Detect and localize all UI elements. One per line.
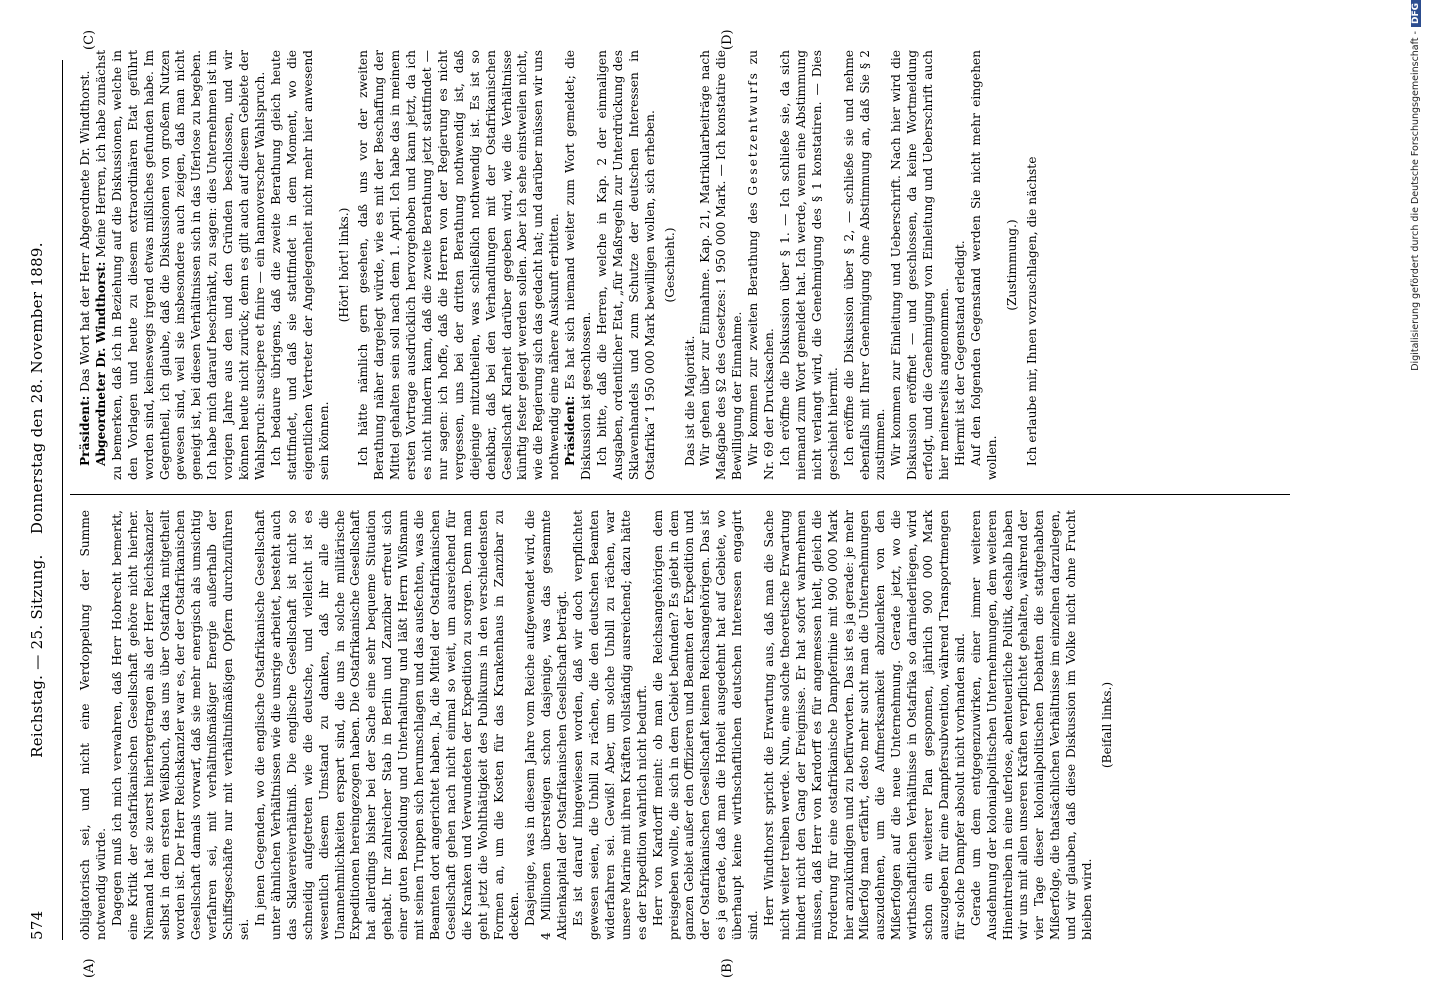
left-paragraph: In jenen Gegenden, wo die englische Ostafrikanische Gesellschaft unter ähnlichen Verhältnissen wie die unsrige arbeitet, besteht auch das Sklavereiverhältniß. Die englische Gesellschaft ist nicht so schneidig aufgetreten wie die deutsche, und vielleicht ist es wesentlich diesem Umstand zu danken, daß ihr alle die Unannehmlichkeiten erspart sind, die uns in solche militärische Expeditionen hereingezogen haben. Die Ostafrikanische Gesellschaft hat allerdings bisher bei der Sache eine sehr bequeme Situation gehabt. Ihr zahlreicher Stab in Berlin und Zanzibar erfreut sich einer guten Besoldung und Unterhaltung und läßt Herrn Wißmann mit seinen Truppen sich herumschlagen und das ausfechten, was die Beamten dort angerichtet haben. Ja, die Mittel der Ostafrikanischen Gesellschaft gehen nach nicht einmal so weit, um ausreichend für die Kranken und Verwundeten der Expedition zu sorgen. Denn man geht jetzt die Wohlthätigkeit des Publikums in den verschiedensten Formen an, um die Kosten für das Krankenhaus in Zanzibar zu decken. <box>252 510 522 940</box>
margin-marker-c: (C) <box>82 29 97 50</box>
header-title: Reichstag. — 25. Sitzung. <box>28 554 46 758</box>
right-paragraph: Auf den folgenden Gegenstand werden Sie nicht mehr eingehen wollen. <box>968 50 999 480</box>
margin-marker-d: (D) <box>720 29 735 50</box>
right-paragraph: zu Nr. 69 der Drucksachen. <box>746 49 777 480</box>
column-divider <box>70 494 1290 495</box>
right-column <box>78 50 1040 480</box>
left-paragraph: Gerade um dem entgegenzuwirken, einer immer weiteren Ausdehnung der kolonialpolitischen Unternehmungen, dem weiteren Hineintreiben in eine uferlose, abenteuerliche Politik, deshalb haben wir uns mit allen unseren Kräften verpflichtet gehalten, während der vier Tage dieser kolonialpolitischen Debatten die stattgehabten Mißerfolge, die thatsächlichen Verhältnisse im einzelnen darzulegen, und wir glauben, daß diese Diskussion im Volke nicht ohne Frucht bleiben wird. <box>968 510 1095 940</box>
right-paragraph: Hiermit ist der Gegenstand erledigt. <box>952 240 967 466</box>
margin-marker-b: (B) <box>720 958 735 978</box>
page-number: 574 <box>28 910 46 940</box>
right-paragraph: Ich bitte, daß die Herren, welche in Kap. 2 der einmaligen Ausgaben, ordentlicher Etat, „für Maßregeln zur Unterdrückung des Sklavenhandels und zum Schutze der deutschen Interessen in Ostafrika“ 1 950 000 Mark bewilligen wollen, sich erheben. <box>595 50 657 480</box>
right-paragraph: Wir kommen zur Einleitung und Ueberschrift. Nach hier wird die Diskussion eröffnet — und geschlossen, da keine Wortmeldung erfolgt, und die Genehmigung von Einleitung und Ueberschrift auch hier meinerseits angenommen. <box>889 50 952 480</box>
right-paragraph: Ich erlaube mir, Ihnen vorzuschlagen, die nächste <box>1024 156 1039 466</box>
left-paragraph: Es ist darauf hingewiesen worden, daß wir doch verpflichtet gewesen seien, die Unbill zu rächen, die den deutschen Beamten widerfahren sei. Gewiß! Aber, um solche Unbill zu rächen, war unsere Marine mit ihren Kräften vollständig ausreichend; dazu hätte es der Expedition wahrlich nicht bedurft. <box>571 510 649 940</box>
right-paragraph: Das ist die Majorität. <box>682 335 697 466</box>
digitization-credit <box>1410 0 1421 1000</box>
page-header <box>28 60 54 940</box>
left-paragraph: Herr von Kardorff meint: ob man die Reichsangehörigen dem preisgeben wollte, die sich in dem Gebiet befunden? Es giebt in dem ganzen Gebiet außer den Offizieren und Beamten der Expedition und der Ostafrikanischen Gesellschaft keinen Reichsangehörigen. Das ist es ja gerade, daß man die Hoheit ausgedehnt hat auf Gebiete, wo überhaupt keine wirthschaftlichen deutschen Interessen engagirt sind. <box>650 510 761 940</box>
margin-marker-a: (A) <box>82 958 97 978</box>
page-title <box>28 60 46 940</box>
right-paragraph: Ich eröffne die Diskussion über § 2, — schließe sie und nehme ebenfalls mit Ihrer Genehmigung ohne Abstimmung an, daß Sie § 2 zustimmen. <box>841 50 888 480</box>
right-paragraph: Wir kommen zur zweiten Berathung des <box>746 202 761 466</box>
speaker-label: Abgeordneter Dr. Windthorst: <box>93 261 108 466</box>
reaction-note: (Zustimmung.) <box>1004 219 1019 311</box>
left-paragraph: Dasjenige, was in diesem Jahre vom Reiche aufgewendet wird, die 4 Millionen übersteigen schon dasjenige, was das gesammte Aktienkapital der Ostafrikanischen Gesellschaft beträgt. <box>523 510 570 940</box>
left-paragraph: obligatorisch sei, und nicht eine Verdoppelung der Summe notwendig würde. <box>78 510 108 940</box>
right-paragraph: Meine Herren, ich habe zunächst zu bemerken, daß ich in Beziehung auf die Diskussionen, welche in den Vorlagen und heute zu diesem extraordinären Etat geführt worden sind, keineswegs irgend etwas mißliches gefunden habe. Im Gegentheil, ich glaube, daß die Diskussionen von großem Nutzen gewesen sind, weil sie insbesondere auch zeigen, daß man nicht geneigt ist, bei diesen Verhältnissen sich in das Uferlose zu begeben. Ich habe mich darauf beschränkt, zu sagen: dies Unternehmen ist im vorigen Jahre aus den und den Gründen beschlossen, und wir können heute nicht zurück; denn es gilt auch auf diesem Gebiete der Wahlspruch: suscipere et finire — ein hannoverscher Wahlspruch. <box>93 50 267 480</box>
speaker-label: Präsident: <box>563 395 578 466</box>
emphasis-term: Gesetzentwurfs <box>746 71 761 196</box>
right-paragraph: Das Wort hat der Herr Abgeordnete Dr. Windthorst. <box>78 70 92 392</box>
right-paragraph: Wir gehen über zur Einnahme. Kap. 21, Matrikularbeiträge nach Maßgabe des §2 des Gesetzes: 1 950 000 Mark. — Ich konstatire die Bewilligung der Einnahme. <box>698 50 745 480</box>
applause-note: (Beifall links.) <box>1100 681 1114 769</box>
right-paragraph: Ich bedaure übrigens, daß die zweite Berathung gleich heute stattfindet, und daß sie stattfindet in dem Moment, wo die eigentlichen Vertreter der Angelegenheit nicht mehr hier anwesend sein können. <box>268 50 331 480</box>
reaction-note: (Geschieht.) <box>662 227 677 303</box>
right-paragraph: Es hat sich niemand weiter zum Wort gemeldet; die Diskussion ist geschlossen. <box>563 49 594 480</box>
credit-text: Digitalisierung gefördert durch die Deutsche Forschungsgemeinschaft - <box>1410 31 1421 371</box>
reaction-note: (Hört! hört! links.) <box>336 207 351 323</box>
header-date: Donnerstag den 28. November 1889. <box>28 242 46 535</box>
right-paragraph: Ich hätte nämlich gern gesehen, daß uns vor der zweiten Berathung näher dargelegt würde, wie es mit der Beschaffung der Mittel gehalten sein soll nach dem 1. April. Ich habe das in meinem ersten Vortrage ausdrücklich hervorgehoben und kann jetzt, da ich es nicht hindern kann, daß die zweite Berathung jetzt stattfindet — nur sagen: ich hoffe, daß die Herren von der Regierung es nicht vergessen, uns bei der dritten Berathung nothwendig ist, daß diejenige mitzutheilen, was schließlich nothwendig ist. Es ist so denkbar, daß bei den Verhandlungen mit der Ostafrikanischen Gesellschaft Klarheit darüber gegeben wird, wie die Verhältnisse künftig fester gelegt werden sollen. Aber ich sehe einstweilen nicht, wie die Regierung sich das gedacht hat; und darüber müssen wir uns nothwendig eine nähere Auskunft erbitten. <box>356 50 562 480</box>
speaker-label: Präsident: <box>78 395 92 466</box>
left-paragraph: Dagegen muß ich mich verwahren, daß Herr Hobrecht bemerkt, eine Kritik der ostafrikanischen Gesellschaft gehöre nicht hierher. Niemand hat sie zuerst hierhergetragen als der Herr Reichskanzler selbst in dem ersten Weißbuch, das uns über Ostafrika mitgetheilt worden ist. Der Herr Reichskanzler war es, der der Ostafrikanischen Gesellschaft damals vorwarf, daß sie mehr energisch als umsichtig verfahren sei, mit verhältnißmäßiger Energie außerhalb der Schiffsgeschäfte nur mit verhältnißmäßigen Opfern durchzuführen sei. <box>109 510 252 940</box>
left-paragraph: Herr Windthorst spricht die Erwartung aus, daß man die Sache nicht weiter treiben werde. Nun, eine solche theoretische Erwartung hindert nicht den Gang der Ereignisse. Er hat sofort wahrnehmen müssen, daß Herr von Kardorff es für angemessen hielt, gleich die Forderung für eine ostafrikanische Dampferlinie mit 900 000 Mark hier anzukündigen und zu befürworten. Das ist es ja gerade: je mehr Mißerfolg man erfährt, desto mehr sucht man die Unternehmungen auszudehnen, um die Aufmerksamkeit abzulenken von den Mißerfolgen auf die neue Unternehmung. Gerade jetzt, wo die wirthschaftlichen Verhältnisse in Ostafrika so darniederliegen, wird schon ein weiterer Plan gesponnen, jährlich 900 000 Mark auszugeben für eine Dampfersubvention, während Transportmengen für solche Dampfer absolut nicht vorhanden sind. <box>761 510 967 940</box>
right-paragraph: Ich eröffne die Diskussion über § 1. — Ich schließe sie, da sich niemand zum Wort gemeldet hat. Ich werde, wenn eine Abstimmung nicht verlangt wird, die Genehmigung des § 1 konstatiren. — Dies geschieht hiermit. <box>777 50 840 480</box>
header-rule <box>62 60 63 940</box>
dfg-logo: DFG <box>1411 0 1421 27</box>
left-column <box>78 510 1120 940</box>
